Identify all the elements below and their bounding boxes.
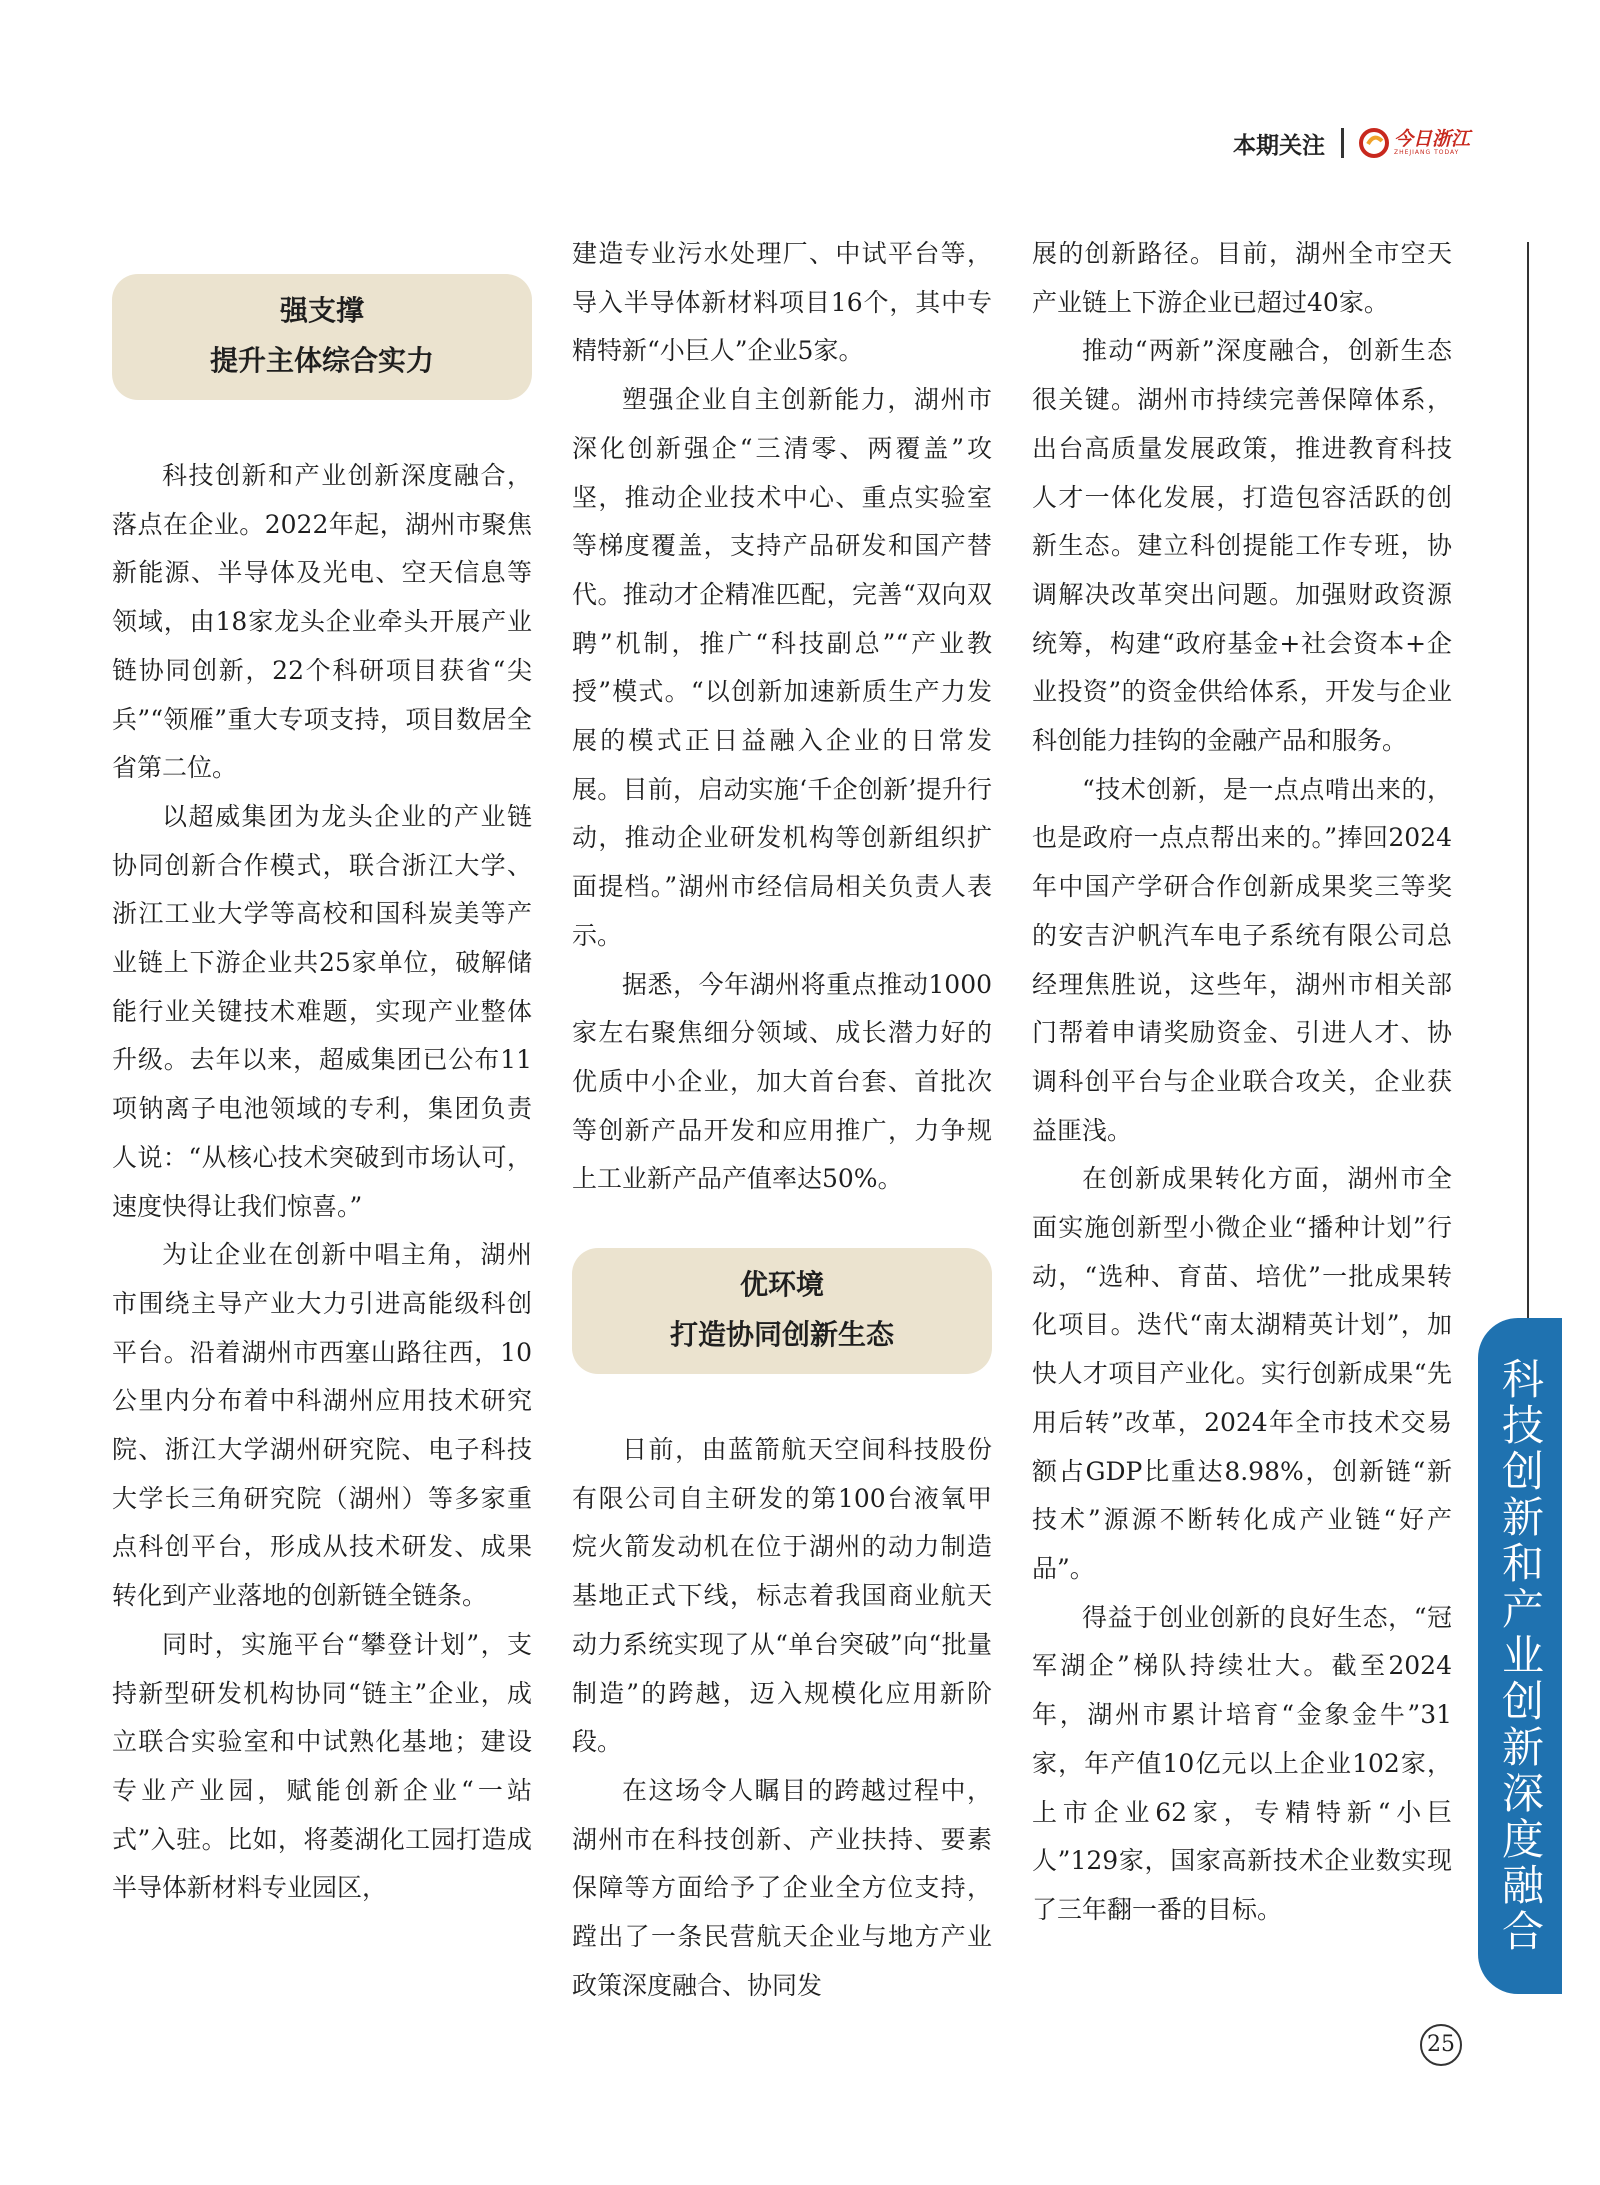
paragraph: 同时，实施平台“攀登计划”，支持新型研发机构协同“链主”企业，成立联合实验室和中试熟化基地；建设专业产业园，赋能创新企业“一站式”入驻。比如，将菱湖化工园打造成半导体新材料专业园区， [112, 1629, 532, 1903]
side-topic-text: 科技创新和产业创新深度融合 [1496, 1357, 1545, 1955]
paragraph: 据悉，今年湖州将重点推动1000家左右聚焦细分领域、成长潜力好的优质中小企业，加大首台套、首批次等创新产品开发和应用推广，力争规上工业新产品产值率达50%。 [572, 969, 992, 1194]
paragraph: 塑强企业自主创新能力，湖州市深化创新强企“三清零、两覆盖”攻坚，推动企业技术中心、重点实验室等梯度覆盖，支持产品研发和国产替代。推动才企精准匹配，完善“双向双聘”机制，推广“科技副总”“产业教授”模式。“以创新加速新质生产力发展的模式正日益融入企业的日常发展。目前，启动实施‘千企创新’提升行动，推动企业研发机构等创新组织扩面提档。”湖州市经信局相关负责人表示。 [572, 385, 992, 950]
logo-swirl-icon [1358, 127, 1390, 159]
article-column-1 [112, 230, 532, 1913]
page-number: 25 [1420, 2024, 1462, 2066]
paragraph: 得益于创业创新的良好生态，“冠军湖企”梯队持续壮大。截至2024年，湖州市累计培育“金象金牛”31家，年产值10亿元以上企业102家，上市企业62家，专精特新“小巨人”129家，国家高新技术企业数实现了三年翻一番的目标。 [1032, 1602, 1452, 1924]
paragraph-continuation: 建造专业污水处理厂、中试平台等，导入半导体新材料项目16个，其中专精特新“小巨人”企业5家。 [572, 239, 992, 366]
paragraph-continuation: 展的创新路径。目前，湖州全市空天产业链上下游企业已超过40家。 [1032, 239, 1452, 317]
paragraph: 科技创新和产业创新深度融合，落点在企业。2022年起，湖州市聚焦新能源、半导体及光电、空天信息等领域，由18家龙头企业牵头开展产业链协同创新，22个科研项目获省“尖兵”“领雁”重大专项支持，项目数居全省第二位。 [112, 461, 532, 783]
section-heading-line-2: 提升主体综合实力 [209, 344, 434, 377]
zhejiang-today-logo [1358, 127, 1470, 159]
paragraph: 在创新成果转化方面，湖州市全面实施创新型小微企业“播种计划”行动，“选种、育苗、培优”一批成果转化项目。迭代“南太湖精英计划”，加快人才项目产业化。实行创新成果“先用后转”改革，2024年全市技术交易额占GDP比重达8.98%，创新链“新技术”源源不断转化成产业链“好产品”。 [1032, 1164, 1452, 1583]
paragraph: 推动“两新”深度融合，创新生态很关键。湖州市持续完善保障体系，出台高质量发展政策，推进教育科技人才一体化发展，打造包容活跃的创新生态。建立科创提能工作专班，协调解决改革突出问题。加强财政资源统筹，构建“政府基金+社会资本+企业投资”的资金供给体系，开发与企业科创能力挂钩的金融产品和服务。 [1032, 336, 1452, 756]
paragraph: 以超威集团为龙头企业的产业链协同创新合作模式，联合浙江大学、浙江工业大学等高校和国科炭美等产业链上下游企业共25家单位，破解储能行业关键技术难题，实现产业整体升级。去年以来，超威集团已公布11项钠离子电池领域的专利，集团负责人说：“从核心技术突破到市场认可，速度快得让我们惊喜。” [112, 801, 532, 1221]
section-heading-line-1: 强支撑 [279, 294, 364, 327]
paragraph: “技术创新，是一点点啃出来的，也是政府一点点帮出来的。”捧回2024年中国产学研合作创新成果奖三等奖的安吉沪帆汽车电子系统有限公司总经理焦胜说，这些年，湖州市相关部门帮着申请奖励资金、引进人才、协调科创平台与企业联合攻关，企业获益匪浅。 [1032, 774, 1452, 1145]
article-column-3 [1032, 230, 1452, 1935]
section-heading-good-environment [572, 1248, 992, 1374]
side-topic-tab [1478, 1318, 1562, 1994]
paragraph: 日前，由蓝箭航天空间科技股份有限公司自主研发的第100台液氧甲烷火箭发动机在位于湖州的动力制造基地正式下线，标志着我国商业航天动力系统实现了从“单台突破”向“批量制造”的跨越，迈入规模化应用新阶段。 [572, 1435, 992, 1757]
section-heading-line-1: 优环境 [739, 1268, 824, 1302]
article-column-2 [572, 230, 992, 2011]
paragraph: 为让企业在创新中唱主角，湖州市围绕主导产业大力引进高能级科创平台。沿着湖州市西塞山路往西，10公里内分布着中科湖州应用技术研究院、浙江大学湖州研究院、电子科技大学长三角研究院（湖州）等多家重点科创平台，形成从技术研发、成果转化到产业落地的创新链全链条。 [112, 1240, 532, 1611]
page-header [1233, 118, 1470, 168]
header-section-label: 本期关注 [1232, 132, 1325, 159]
logo-text: 今日浙江 [1393, 128, 1470, 150]
logo-subtext: ZHEJIANG TODAY [1393, 149, 1460, 156]
paragraph: 在这场令人瞩目的跨越过程中，湖州市在科技创新、产业扶持、要素保障等方面给予了企业全方位支持，蹚出了一条民营航天企业与地方产业政策深度融合、协同发 [572, 1775, 992, 2000]
section-heading-line-2: 打造协同创新生态 [669, 1318, 894, 1352]
header-divider [1341, 128, 1344, 158]
section-heading-strong-support [112, 274, 532, 400]
